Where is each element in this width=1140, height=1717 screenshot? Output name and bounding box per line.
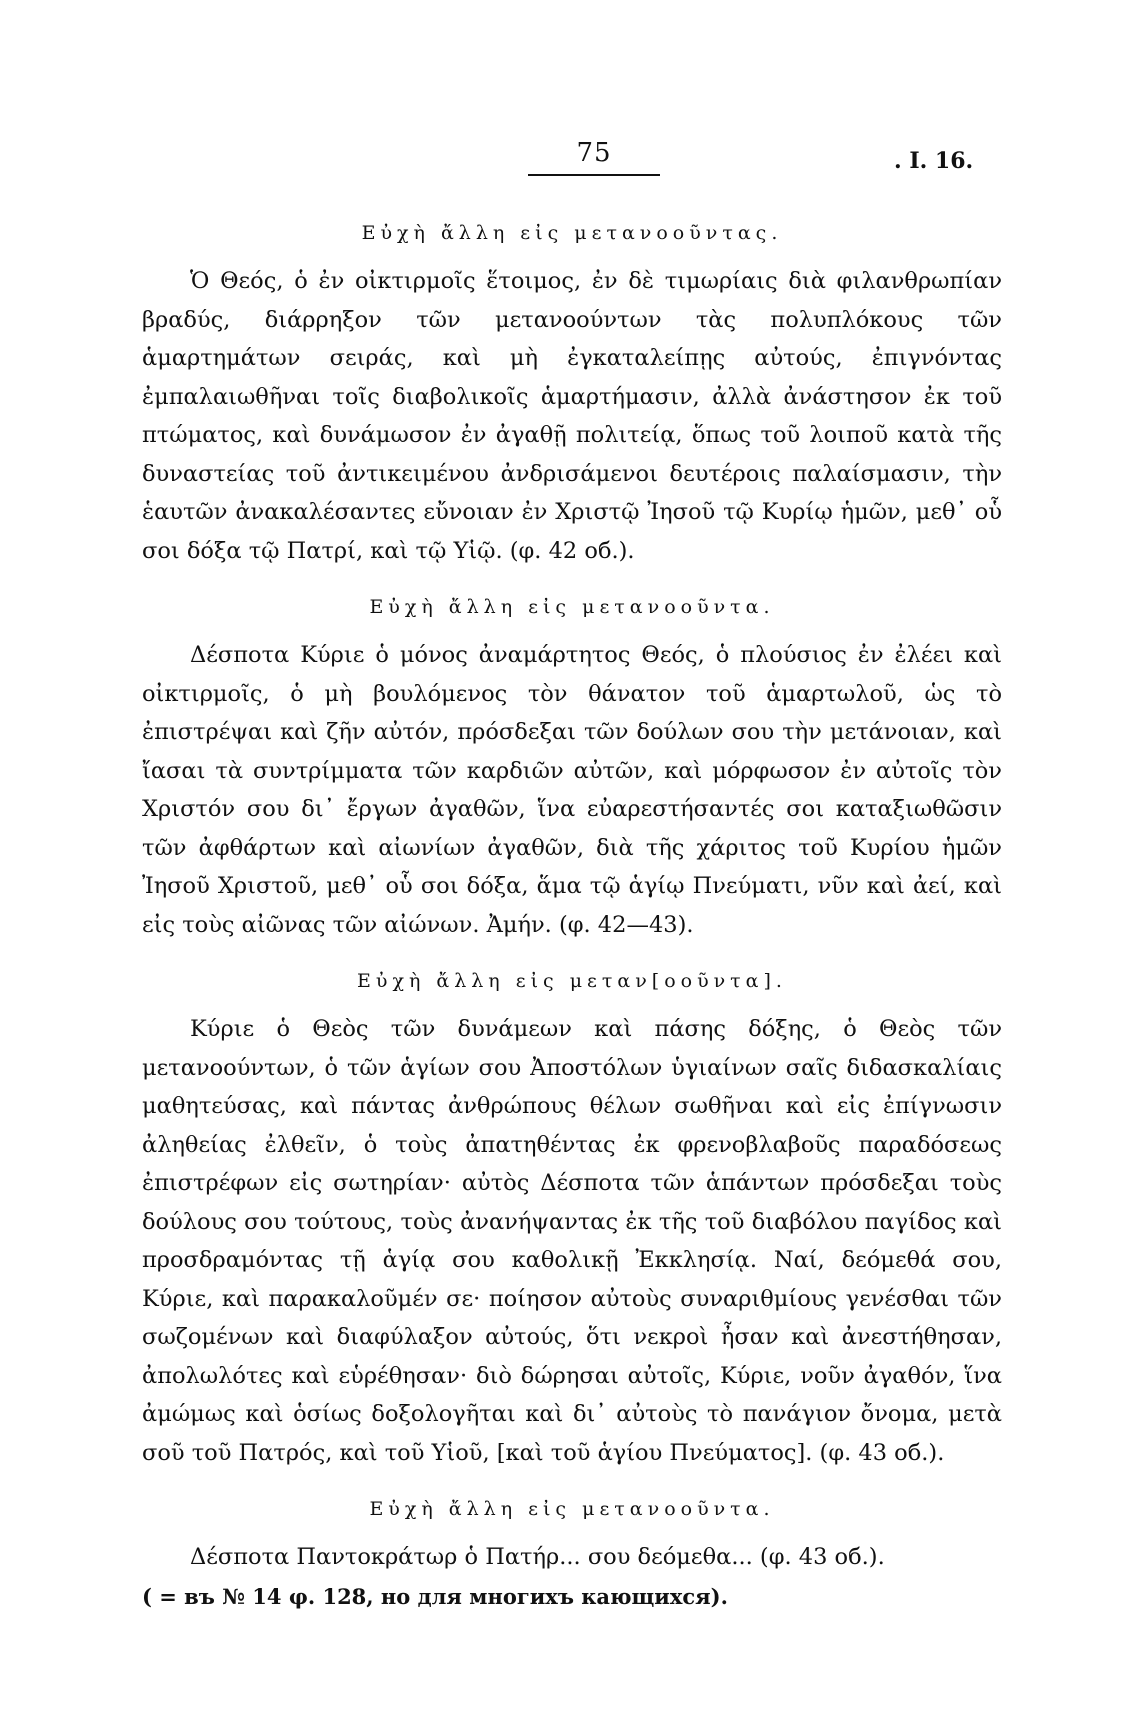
section-title-1: Εὐχὴ ἄλλη εἰς μετανοοῦντας. <box>361 222 783 244</box>
folio-reference: . I. 16. <box>894 148 974 174</box>
page-number: 75 <box>576 138 612 168</box>
prayer-paragraph-1: Ὁ Θεός, ὁ ἐν οἰκτιρμοῖς ἕτοιμος, ἐν δὲ τιμωρίαις διὰ φιλανθρωπίαν βραδύς, διάρρηξον τῶν μετανοούντων τὰς πολυπλόκους τῶν ἁμαρτημάτων σειράς, καὶ μὴ ἐγκαταλείπῃς αὐτούς, ἐπιγνόντας ἐμπαλαιωθῆναι τοῖς διαβολικοῖς ἁμαρτήμασιν, ἀλλὰ ἀνάστησον ἐκ τοῦ πτώματος, καὶ δυνάμωσον ἐν ἀγαθῇ πολιτείᾳ, ὅπως τοῦ λοιποῦ κατὰ τῆς δυναστείας τοῦ ἀντικειμένου ἀνδρισάμενοι δευτέροις παλαίσμασιν, τὴν ἑαυτῶν ἀνακαλέσαντες εὔνοιαν ἐν Χριστῷ Ἰησοῦ τῷ Κυρίῳ ἡμῶν, μεθ᾽ οὗ σοι δόξα τῷ Πατρί, καὶ τῷ Υἱῷ. (φ. 42 об.). <box>142 268 1002 564</box>
prayer-paragraph-2: Δέσποτα Κύριε ὁ μόνος ἀναμάρτητος Θεός, ὁ πλούσιος ἐν ἐλέει καὶ οἰκτιρμοῖς, ὁ μὴ βουλόμενος τὸν θάνατον τοῦ ἁμαρτωλοῦ, ὡς τὸ ἐπιστρέψαι καὶ ζῆν αὐτόν, πρόσδεξαι τῶν δούλων σου τὴν μετάνοιαν, καὶ ἴασαι τὰ συντρίμματα τῶν καρδιῶν αὐτῶν, καὶ μόρφωσον ἐν αὐτοῖς τὸν Χριστόν σου δι᾽ ἔργων ἀγαθῶν, ἵνα εὐαρεστήσαντές σοι καταξιωθῶσιν τῶν ἀφθάρτων καὶ αἰωνίων ἀγαθῶν, διὰ τῆς χάριτος τοῦ Κυρίου ἡμῶν Ἰησοῦ Χριστοῦ, μεθ᾽ οὗ σοι δόξα, ἅμα τῷ ἁγίῳ Πνεύματι, νῦν καὶ ἀεί, καὶ εἰς τοὺς αἰῶνας τῶν αἰώνων. Ἀμήν. (φ. 42—43). <box>142 642 1002 938</box>
section-title-2: Εὐχὴ ἄλλη εἰς μετανοοῦντα. <box>369 596 775 618</box>
editorial-note: ( = въ № 14 φ. 128, но для многихъ кающихся). <box>142 1583 728 1609</box>
page-header <box>0 138 1140 188</box>
section-title-4: Εὐχὴ ἄλλη εἰς μετανοοῦντα. <box>369 1498 775 1520</box>
page-number-rule <box>528 174 660 176</box>
prayer-paragraph-3: Κύριε ὁ Θεὸς τῶν δυνάμεων καὶ πάσης δόξης, ὁ Θεὸς τῶν μετανοούντων, ὁ τῶν ἁγίων σου Ἀποστόλων ὑγιαίνων σαῖς διδασκαλίαις μαθητεύσας, καὶ πάντας ἀνθρώπους θέλων σωθῆναι καὶ εἰς ἐπίγνωσιν ἀληθείας ἐλθεῖν, ὁ τοὺς ἀπατηθέντας ἐκ φρενοβλαβοῦς παραδόσεως ἐπιστρέφων εἰς σωτηρίαν· αὐτὸς Δέσποτα τῶν ἁπάντων πρόσδεξαι τοὺς δούλους σου τούτους, τοὺς ἀνανήψαντας ἐκ τῆς τοῦ διαβόλου παγίδος καὶ προσδραμόντας τῇ ἁγίᾳ σου καθολικῇ Ἐκκλησίᾳ. Ναί, δεόμεθά σου, Κύριε, καὶ παρακαλοῦμέν σε· ποίησον αὐτοὺς συναριθμίους γενέσθαι τῶν σωζομένων καὶ διαφύλαξον αὐτούς, ὅτι νεκροὶ ἦσαν καὶ ἀνεστήθησαν, ἀπολωλότες καὶ εὑρέθησαν· διὸ δώρησαι αὐτοῖς, Κύριε, νοῦν ἀγαθόν, ἵνα ἀμώμως καὶ ὁσίως δοξολογῆται καὶ δι᾽ αὐτοὺς τὸ πανάγιον ὄνομα, μετὰ σοῦ τοῦ Πατρός, καὶ τοῦ Υἱοῦ, [καὶ τοῦ ἁγίου Πνεύματος]. (φ. 43 об.). <box>142 1016 1002 1466</box>
body-text <box>142 218 1002 1615</box>
prayer-paragraph-4: Δέσποτα Παντοκράτωρ ὁ Πατήρ... σου δεόμεθα... (φ. 43 об.). <box>190 1544 885 1570</box>
section-title-3: Εὐχὴ ἄλλη εἰς μεταν[οοῦντα]. <box>357 970 787 992</box>
